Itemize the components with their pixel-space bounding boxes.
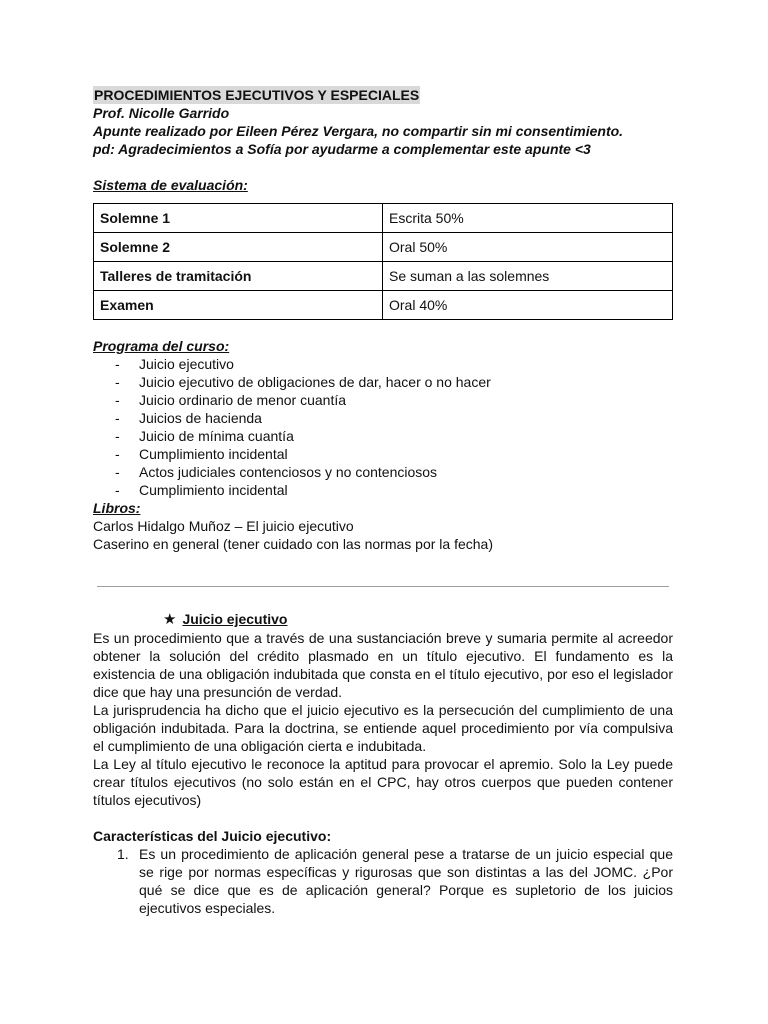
- book-item: Caserino en general (tener cuidado con las normas por la fecha): [93, 536, 494, 552]
- table-row: [94, 204, 673, 233]
- dash-bullet: -: [115, 410, 120, 426]
- horizontal-divider: [97, 586, 669, 587]
- list-item: [115, 391, 673, 409]
- paragraph: La Ley al título ejecutivo le reconoce la aptitud para provocar el apremio. Solo la Ley puede crear títulos ejecutivos (no solo están en el CPC, hay otros cuerpos que pueden contener títulos ejecutivos): [93, 756, 673, 808]
- table-cell-value: Se suman a las solemnes: [383, 262, 673, 291]
- table-row: [94, 233, 673, 262]
- list-item: [115, 409, 673, 427]
- characteristics-list: [93, 845, 673, 917]
- table-cell-item: Talleres de tramitación: [94, 262, 383, 291]
- list-item-text: Cumplimiento incidental: [139, 446, 288, 462]
- list-item-text: Juicio ejecutivo: [139, 356, 234, 372]
- program-label: Programa del curso:: [93, 338, 230, 354]
- list-item-text: Juicio ejecutivo de obligaciones de dar, hacer o no hacer: [139, 374, 491, 390]
- list-item-text: Actos judiciales contenciosos y no contenciosos: [139, 464, 438, 480]
- dash-bullet: -: [115, 356, 120, 372]
- table-cell-value: Oral 40%: [383, 291, 673, 320]
- dash-bullet: -: [115, 392, 120, 408]
- list-item: [93, 845, 673, 917]
- spacer: [93, 809, 673, 827]
- list-item: [115, 355, 673, 373]
- dash-bullet: -: [115, 482, 120, 498]
- table-row: [94, 291, 673, 320]
- characteristics-label: Características del Juicio ejecutivo:: [93, 828, 332, 844]
- list-item: [115, 445, 673, 463]
- dash-bullet: -: [115, 464, 120, 480]
- star-icon: ★: [163, 611, 177, 628]
- list-item-text: Juicio ordinario de menor cuantía: [139, 392, 347, 408]
- evaluation-label: Sistema de evaluación:: [93, 177, 248, 193]
- table-cell-item: Solemne 1: [94, 204, 383, 233]
- list-item-text: Cumplimiento incidental: [139, 482, 288, 498]
- doc-title: PROCEDIMIENTOS EJECUTIVOS Y ESPECIALES: [94, 87, 420, 103]
- section-title: Juicio ejecutivo: [182, 611, 288, 627]
- spacer: [93, 320, 673, 337]
- table-cell-item: Examen: [94, 291, 383, 320]
- books-label: Libros:: [93, 500, 141, 516]
- spacer: [93, 158, 673, 176]
- document-header-block: [93, 86, 673, 553]
- item-number: 1.: [117, 846, 129, 862]
- juicio-ejecutivo-section: [93, 610, 673, 917]
- thanks-note: pd: Agradecimientos a Sofía por ayudarme a complementar este apunte <3: [93, 141, 591, 157]
- table-cell-value: Oral 50%: [383, 233, 673, 262]
- paragraph: La jurisprudencia ha dicho que el juicio ejecutivo es la persecución del cumplimiento de una obligación indubitada. Para la doctrina, se entiende aquel procedimiento por vía compulsiva el cumplimiento de una obligación cierta e indubitada.: [93, 702, 673, 754]
- section-heading: [93, 610, 673, 629]
- book-item: Carlos Hidalgo Muñoz – El juicio ejecutivo: [93, 518, 354, 534]
- list-item: [115, 373, 673, 391]
- evaluation-table: [93, 203, 673, 320]
- table-cell-value: Escrita 50%: [383, 204, 673, 233]
- list-item: [115, 463, 673, 481]
- list-item-text: Juicios de hacienda: [139, 410, 262, 426]
- doc-title-line: [93, 86, 673, 104]
- list-item: [115, 481, 673, 499]
- list-item-text: Es un procedimiento de aplicación general pese a tratarse de un juicio especial que se rige por normas específicas y rigurosas que son distintas a las del JOMC. ¿Por qué se dice que es de aplicación general? Porque es supletorio de los juicios ejecutivos especiales.: [139, 846, 673, 916]
- table-row: [94, 262, 673, 291]
- program-list: [93, 355, 673, 499]
- dash-bullet: -: [115, 428, 120, 444]
- professor-line: Prof. Nicolle Garrido: [93, 105, 230, 121]
- list-item-text: Juicio de mínima cuantía: [139, 428, 294, 444]
- list-item: [115, 427, 673, 445]
- table-cell-item: Solemne 2: [94, 233, 383, 262]
- author-note: Apunte realizado por Eileen Pérez Vergara, no compartir sin mi consentimiento.: [93, 123, 624, 139]
- paragraph: Es un procedimiento que a través de una sustanciación breve y sumaria permite al acreedor obtener la solución del crédito plasmado en un título ejecutivo. El fundamento es la existencia de una obligación indubitada que consta en el título ejecutivo, por eso el legislador dice que hay una presunción de verdad.: [93, 630, 673, 700]
- dash-bullet: -: [115, 374, 120, 390]
- dash-bullet: -: [115, 446, 120, 462]
